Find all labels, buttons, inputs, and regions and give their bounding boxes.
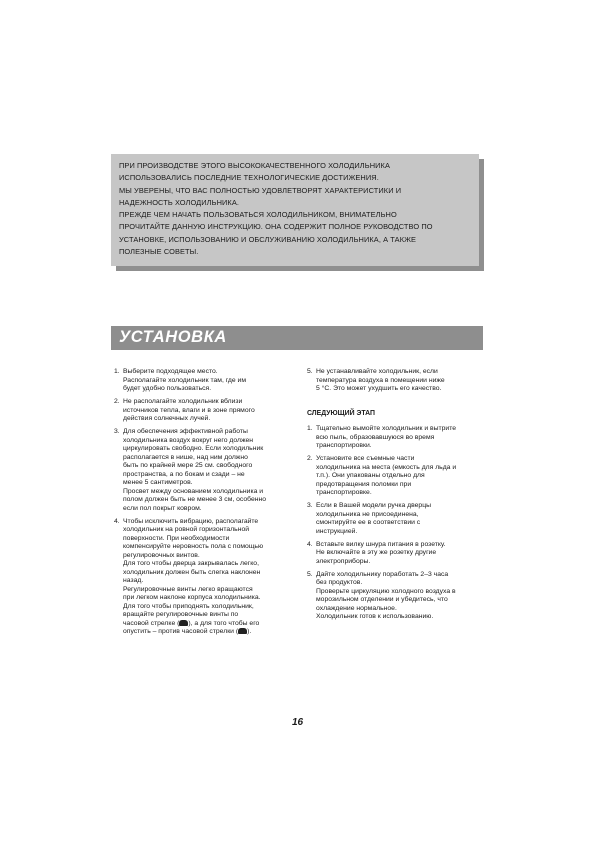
- item-text: транспортировке.: [316, 489, 372, 496]
- item-text: регулировочных винтов.: [123, 551, 200, 559]
- list-item: [307, 571, 485, 622]
- item-text: инструкцией.: [316, 527, 358, 535]
- left-column: [114, 368, 292, 641]
- list-item: [307, 425, 485, 451]
- item-number: 3.: [307, 502, 313, 509]
- list-item: [114, 428, 292, 513]
- right-column: [307, 368, 485, 626]
- item-number: 2.: [307, 455, 313, 462]
- intro-line: ПОЛЕЗНЫЕ СОВЕТЫ.: [119, 247, 199, 257]
- item-number: 4.: [114, 517, 120, 525]
- item-text: температура воздуха в помещении ниже: [316, 376, 445, 384]
- item-text-line: [123, 620, 292, 629]
- item-text: транспортировки.: [316, 442, 372, 449]
- item-number: 1.: [307, 425, 313, 432]
- item-text: холодильника не присоединена,: [316, 510, 419, 518]
- item-text: Просвет между основанием холодильника и: [123, 487, 264, 495]
- item-number: 2.: [114, 398, 120, 405]
- item-text: морозильном отделении и убедитесь, что: [316, 596, 448, 603]
- item-text: полом должен быть не менее 3 см, особенно: [123, 496, 267, 503]
- item-text: Проверьте циркуляцию холодного воздуха в: [316, 587, 456, 595]
- intro-line: ИСПОЛЬЗОВАЛИСЬ ПОСЛЕДНИЕ ТЕХНОЛОГИЧЕСКИЕ ДОСТИЖЕНИЯ.: [119, 173, 379, 183]
- item-text: Регулировочные винты легко вращаются: [123, 585, 253, 593]
- item-text: вращайте регулировочные винты по: [123, 611, 239, 618]
- item-text: смонтируйте ее в соответствии с: [316, 519, 421, 526]
- item-number: 5.: [307, 368, 313, 375]
- item-text: Располагайте холодильник там, где им: [123, 376, 247, 384]
- item-text: 5 °C. Это может ухудшить его качество.: [316, 385, 442, 392]
- list-item: [307, 368, 485, 394]
- item-number: 3.: [114, 428, 120, 435]
- item-text: холодильника на места (емкость для льда и: [316, 463, 457, 471]
- item-text: без продуктов.: [316, 579, 363, 586]
- item-text: охлаждение нормальное.: [316, 604, 397, 612]
- list-item: [307, 455, 485, 498]
- intro-line: ПРЕЖДЕ ЧЕМ НАЧАТЬ ПОЛЬЗОВАТЬСЯ ХОЛОДИЛЬНИКОМ, ВНИМАТЕЛЬНО: [119, 210, 397, 220]
- intro-line: МЫ УВЕРЕНЫ, ЧТО ВАС ПОЛНОСТЬЮ УДОВЛЕТВОРЯТ ХАРАКТЕРИСТИКИ И: [119, 185, 402, 195]
- item-text: ), а для того чтобы его: [188, 619, 260, 627]
- counterclockwise-knob-icon: [238, 628, 247, 634]
- item-text: Дайте холодильнику поработать 2–3 часа: [316, 570, 449, 578]
- item-text: Для того чтобы дверца закрывалась легко,: [123, 560, 259, 567]
- section-title: УСТАНОВКА: [119, 328, 227, 346]
- item-number: 4.: [307, 540, 313, 548]
- item-text: Не располагайте холодильник вблизи: [123, 398, 243, 405]
- item-text: циркулировать свободно. Если холодильник: [123, 445, 264, 452]
- item-text: менее 5 сантиметров.: [123, 479, 193, 486]
- item-text: холодильника воздух вокруг него должен: [123, 436, 254, 444]
- intro-line: ПРИ ПРОИЗВОДСТВЕ ЭТОГО ВЫСОКОКАЧЕСТВЕННОГО ХОЛОДИЛЬНИКА: [119, 161, 390, 170]
- intro-line: НАДЕЖНОСТЬ ХОЛОДИЛЬНИКА.: [119, 197, 240, 207]
- item-text: действия солнечных лучей.: [123, 415, 211, 422]
- item-text: холодильник должен быть слегка наклонен: [123, 568, 261, 576]
- item-text: пространства, а по бокам и сзади – не: [123, 470, 245, 478]
- item-text: назад.: [123, 577, 144, 584]
- item-text: Если в Вашей модели ручка дверцы: [316, 502, 431, 509]
- item-text: Для того чтобы приподнять холодильник,: [123, 602, 254, 610]
- intro-line: ПРОЧИТАЙТЕ ДАННУЮ ИНСТРУКЦИЮ. ОНА СОДЕРЖИТ ПОЛНОЕ РУКОВОДСТВО ПО: [119, 222, 433, 232]
- item-text: Для обеспечения эффективной работы: [123, 428, 248, 435]
- item-text: предотвращения поломки при: [316, 480, 412, 488]
- item-text: Вставьте вилку шнура питания в розетку.: [316, 540, 446, 548]
- list-item: [307, 541, 485, 567]
- list-item: [114, 518, 292, 637]
- item-text: ).: [247, 628, 252, 635]
- intro-notice-box: [111, 154, 479, 266]
- item-text: Не включайте в эту же розетку другие: [316, 549, 437, 556]
- item-text: т.п.). Они упакованы отдельно для: [316, 472, 425, 479]
- item-text: электроприборы.: [316, 557, 371, 565]
- intro-line: УСТАНОВКЕ, ИСПОЛЬЗОВАНИЮ И ОБСЛУЖИВАНИЮ ХОЛОДИЛЬНИКА, А ТАКЖЕ: [119, 234, 417, 244]
- item-number: 1.: [114, 368, 120, 375]
- item-text: Тщательно вымойте холодильник и вытрите: [316, 425, 457, 432]
- item-text: Не устанавливайте холодильник, если: [316, 368, 438, 375]
- item-text: быть по крайней мере 25 см. свободного: [123, 462, 253, 469]
- item-text: источников тепла, влаги и в зоне прямого: [123, 406, 255, 414]
- next-step-heading: СЛЕДУЮЩИЙ ЭТАП: [307, 409, 375, 417]
- list-item: [307, 502, 485, 536]
- item-number: 5.: [307, 570, 313, 578]
- item-text: Чтобы исключить вибрацию, располагайте: [123, 517, 259, 525]
- section-header-bar: [111, 326, 483, 350]
- item-text: Выберите подходящее место.: [123, 368, 218, 375]
- item-text: будет удобно пользоваться.: [123, 385, 212, 392]
- item-text: Установите все съемные части: [316, 455, 415, 462]
- item-text: компенсируйте неровность пола с помощью: [123, 543, 264, 550]
- item-text: располагается в нише, над ним должно: [123, 453, 248, 461]
- item-text-line: [123, 628, 292, 637]
- item-text: опустить – против часовой стрелки (: [123, 628, 239, 635]
- page-number: 16: [291, 717, 304, 728]
- item-text: часовой стрелке (: [123, 619, 180, 627]
- item-text: всю пыль, образовавшуюся во время: [316, 433, 435, 441]
- item-text: Холодильник готов к использованию.: [316, 613, 434, 620]
- list-item: [114, 398, 292, 424]
- item-text: если пол покрыт ковром.: [123, 504, 202, 512]
- item-text: при легком наклоне корпуса холодильника.: [123, 594, 261, 601]
- item-text: поверхности. При необходимости: [123, 534, 230, 542]
- item-text: холодильник на ровной горизонтальной: [123, 526, 250, 533]
- list-item: [114, 368, 292, 394]
